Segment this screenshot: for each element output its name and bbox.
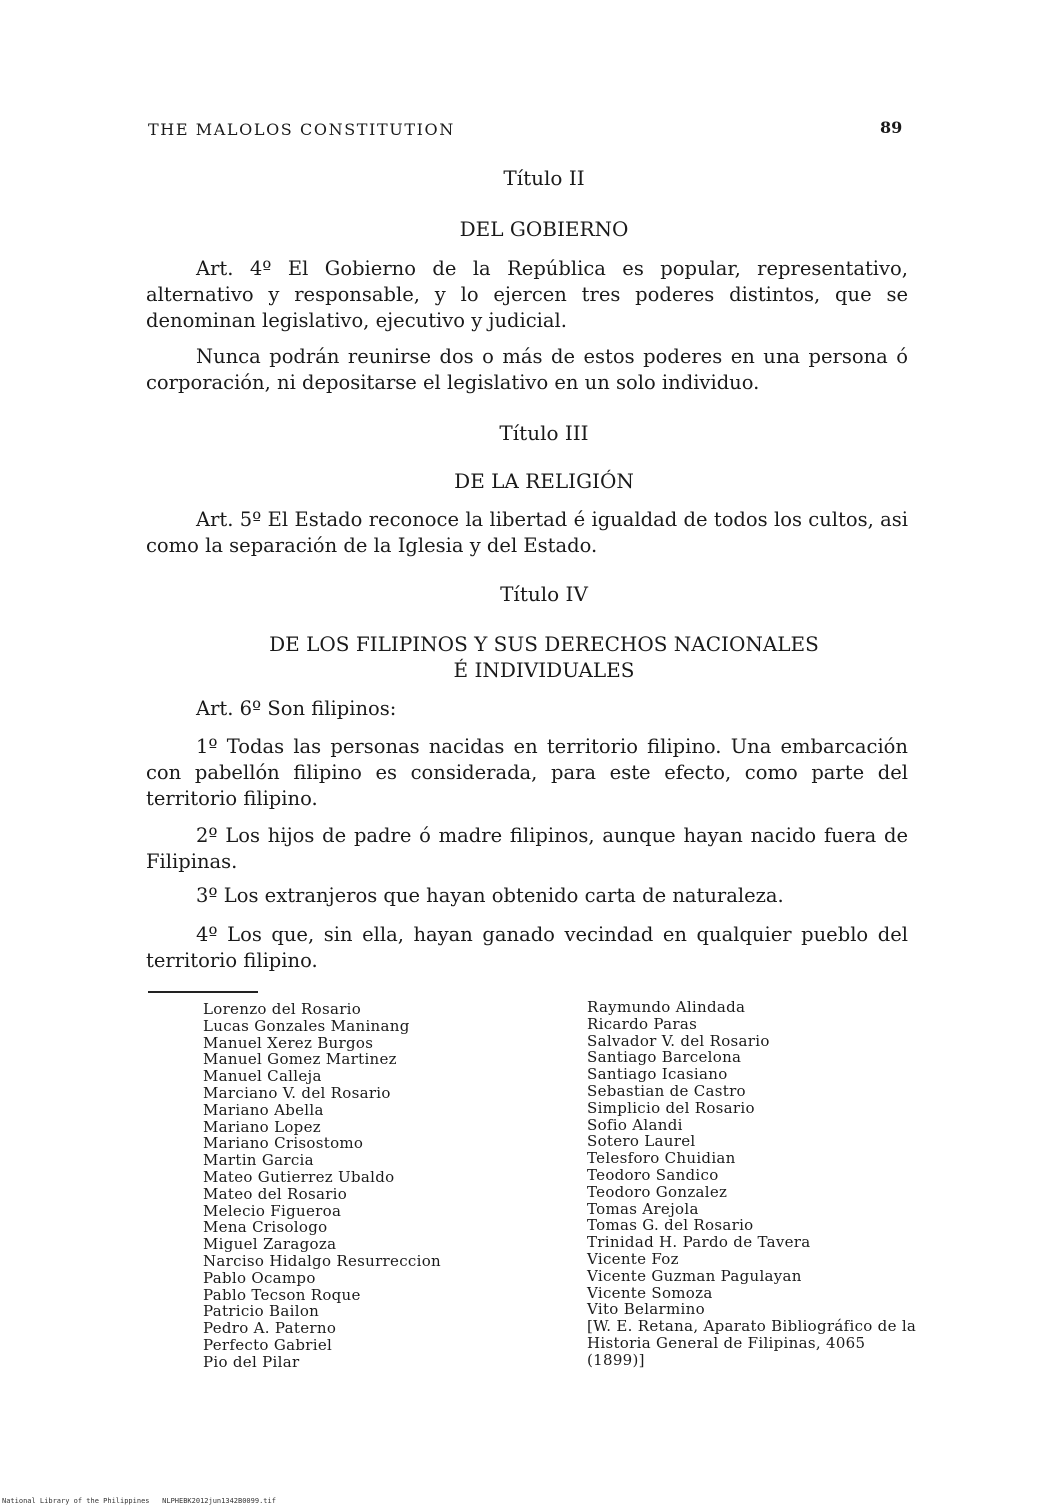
heading-filipinos-line-1: DE LOS FILIPINOS Y SUS DERECHOS NACIONALES: [269, 632, 819, 656]
signatory-name: Ricardo Paras: [587, 1014, 698, 1033]
signatory-name: Teodoro Sandico: [587, 1165, 719, 1184]
article-6-item-1: 1º Todas las personas nacidas en territorio filipino. Una embarcación con pabellón filipino es considerada, para este efecto, como parte del territorio filipino.: [146, 735, 908, 810]
title-4: Título IV: [500, 582, 588, 606]
signatory-name: Pablo Ocampo: [203, 1268, 316, 1287]
signatory-name: Trinidad H. Pardo de Tavera: [587, 1233, 811, 1252]
signatory-name: Vito Belarmino: [587, 1300, 705, 1319]
footnote-rule: [148, 991, 258, 993]
signatories-right-column: [587, 999, 927, 1369]
signatory-name: Perfecto Gabriel: [203, 1335, 333, 1354]
signatory-name: Narciso Hidalgo Resurreccion: [203, 1251, 441, 1270]
signatory-name: Mateo Gutierrez Ubaldo: [203, 1167, 395, 1186]
article-6-item-2: 2º Los hijos de padre ó madre filipinos, aunque hayan nacido fuera de Filipinas.: [146, 824, 908, 873]
signatory-name: Lucas Gonzales Maninang: [203, 1016, 410, 1035]
article-6-item-4: 4º Los que, sin ella, hayan ganado vecindad en qualquier pueblo del territorio filipino.: [146, 923, 908, 972]
signatory-name: Martin Garcia: [203, 1151, 314, 1170]
title-3: Título III: [499, 421, 589, 445]
signatory-name: Simplicio del Rosario: [587, 1098, 755, 1117]
signatory-name: Mena Crisologo: [203, 1218, 328, 1237]
signatory-name: Miguel Zaragoza: [203, 1235, 337, 1254]
article-6-paragraph: Art. 6º Son filipinos:: [196, 697, 397, 720]
signatory-name: Sotero Laurel: [587, 1132, 696, 1151]
article-4-paragraph: Art. 4º El Gobierno de la República es popular, representativo, alternativo y responsable, y lo ejercen tres poderes distintos, que se denominan legislativo, ejecutivo y judicial.: [146, 257, 908, 332]
signatory-name: Vicente Foz: [587, 1249, 679, 1268]
citation: [W. E. Retana, Aparato Bibliográfico de la Historia General de Filipinas, 4065 (1899)]: [587, 1317, 917, 1369]
signatory-name: Telesforo Chuidian: [587, 1149, 736, 1168]
signatory-name: Melecio Figueroa: [203, 1201, 342, 1220]
page-number: 89: [880, 118, 903, 137]
heading-filipinos-line-2: É INDIVIDUALES: [453, 658, 635, 682]
signatory-name: Vicente Guzman Pagulayan: [587, 1266, 802, 1285]
signatory-name: Pio del Pilar: [203, 1352, 300, 1371]
signatory-name: Tomas G. del Rosario: [587, 1216, 754, 1235]
signatory-name: Manuel Calleja: [203, 1067, 322, 1086]
article-4-second-paragraph: Nunca podrán reunirse dos o más de estos poderes en una persona ó corporación, ni depositarse el legislativo en un solo individuo.: [146, 345, 908, 394]
signatory-name: Marciano V. del Rosario: [203, 1083, 391, 1102]
signatory-name: Mariano Crisostomo: [203, 1134, 364, 1153]
running-head: THE MALOLOS CONSTITUTION: [148, 120, 455, 139]
title-2: Título II: [503, 166, 585, 190]
heading-gobierno: DEL GOBIERNO: [459, 217, 629, 241]
signatory-name: Vicente Somoza: [587, 1283, 713, 1302]
signatory-name: Santiago Icasiano: [587, 1065, 728, 1084]
signatory-name: Raymundo Alindada: [587, 998, 746, 1016]
signatories-left-column: [203, 1001, 533, 1371]
signatory-name: Pablo Tecson Roque: [203, 1285, 361, 1304]
signatory-name: Sebastian de Castro: [587, 1081, 746, 1100]
signatory-name: Pedro A. Paterno: [203, 1319, 337, 1338]
signatory-name: Lorenzo del Rosario: [203, 1000, 362, 1018]
heading-religion: DE LA RELIGIÓN: [454, 469, 634, 493]
signatory-name: Santiago Barcelona: [587, 1048, 742, 1067]
signatory-name: Teodoro Gonzalez: [587, 1182, 728, 1201]
scan-footer: National Library of the Philippines NLPHEBK2012jun1342B0099.tif: [2, 1497, 276, 1505]
signatory-name: Tomas Arejola: [587, 1199, 699, 1218]
signatory-name: Sofio Alandi: [587, 1115, 683, 1134]
signatory-name: Manuel Gomez Martinez: [203, 1050, 397, 1069]
signatory-name: Mariano Abella: [203, 1100, 324, 1119]
signatory-name: Patricio Bailon: [203, 1302, 320, 1321]
heading-filipinos: [12, 631, 1064, 683]
signatory-name: Manuel Xerez Burgos: [203, 1033, 374, 1052]
article-5-paragraph: Art. 5º El Estado reconoce la libertad é igualdad de todos los cultos, asi como la separación de la Iglesia y del Estado.: [146, 508, 908, 557]
signatories-right-list: [587, 999, 927, 1318]
article-6-item-3: 3º Los extranjeros que hayan obtenido carta de naturaleza.: [196, 884, 784, 907]
signatory-name: Mateo del Rosario: [203, 1184, 348, 1203]
signatory-name: Salvador V. del Rosario: [587, 1031, 770, 1050]
signatory-name: Mariano Lopez: [203, 1117, 321, 1136]
